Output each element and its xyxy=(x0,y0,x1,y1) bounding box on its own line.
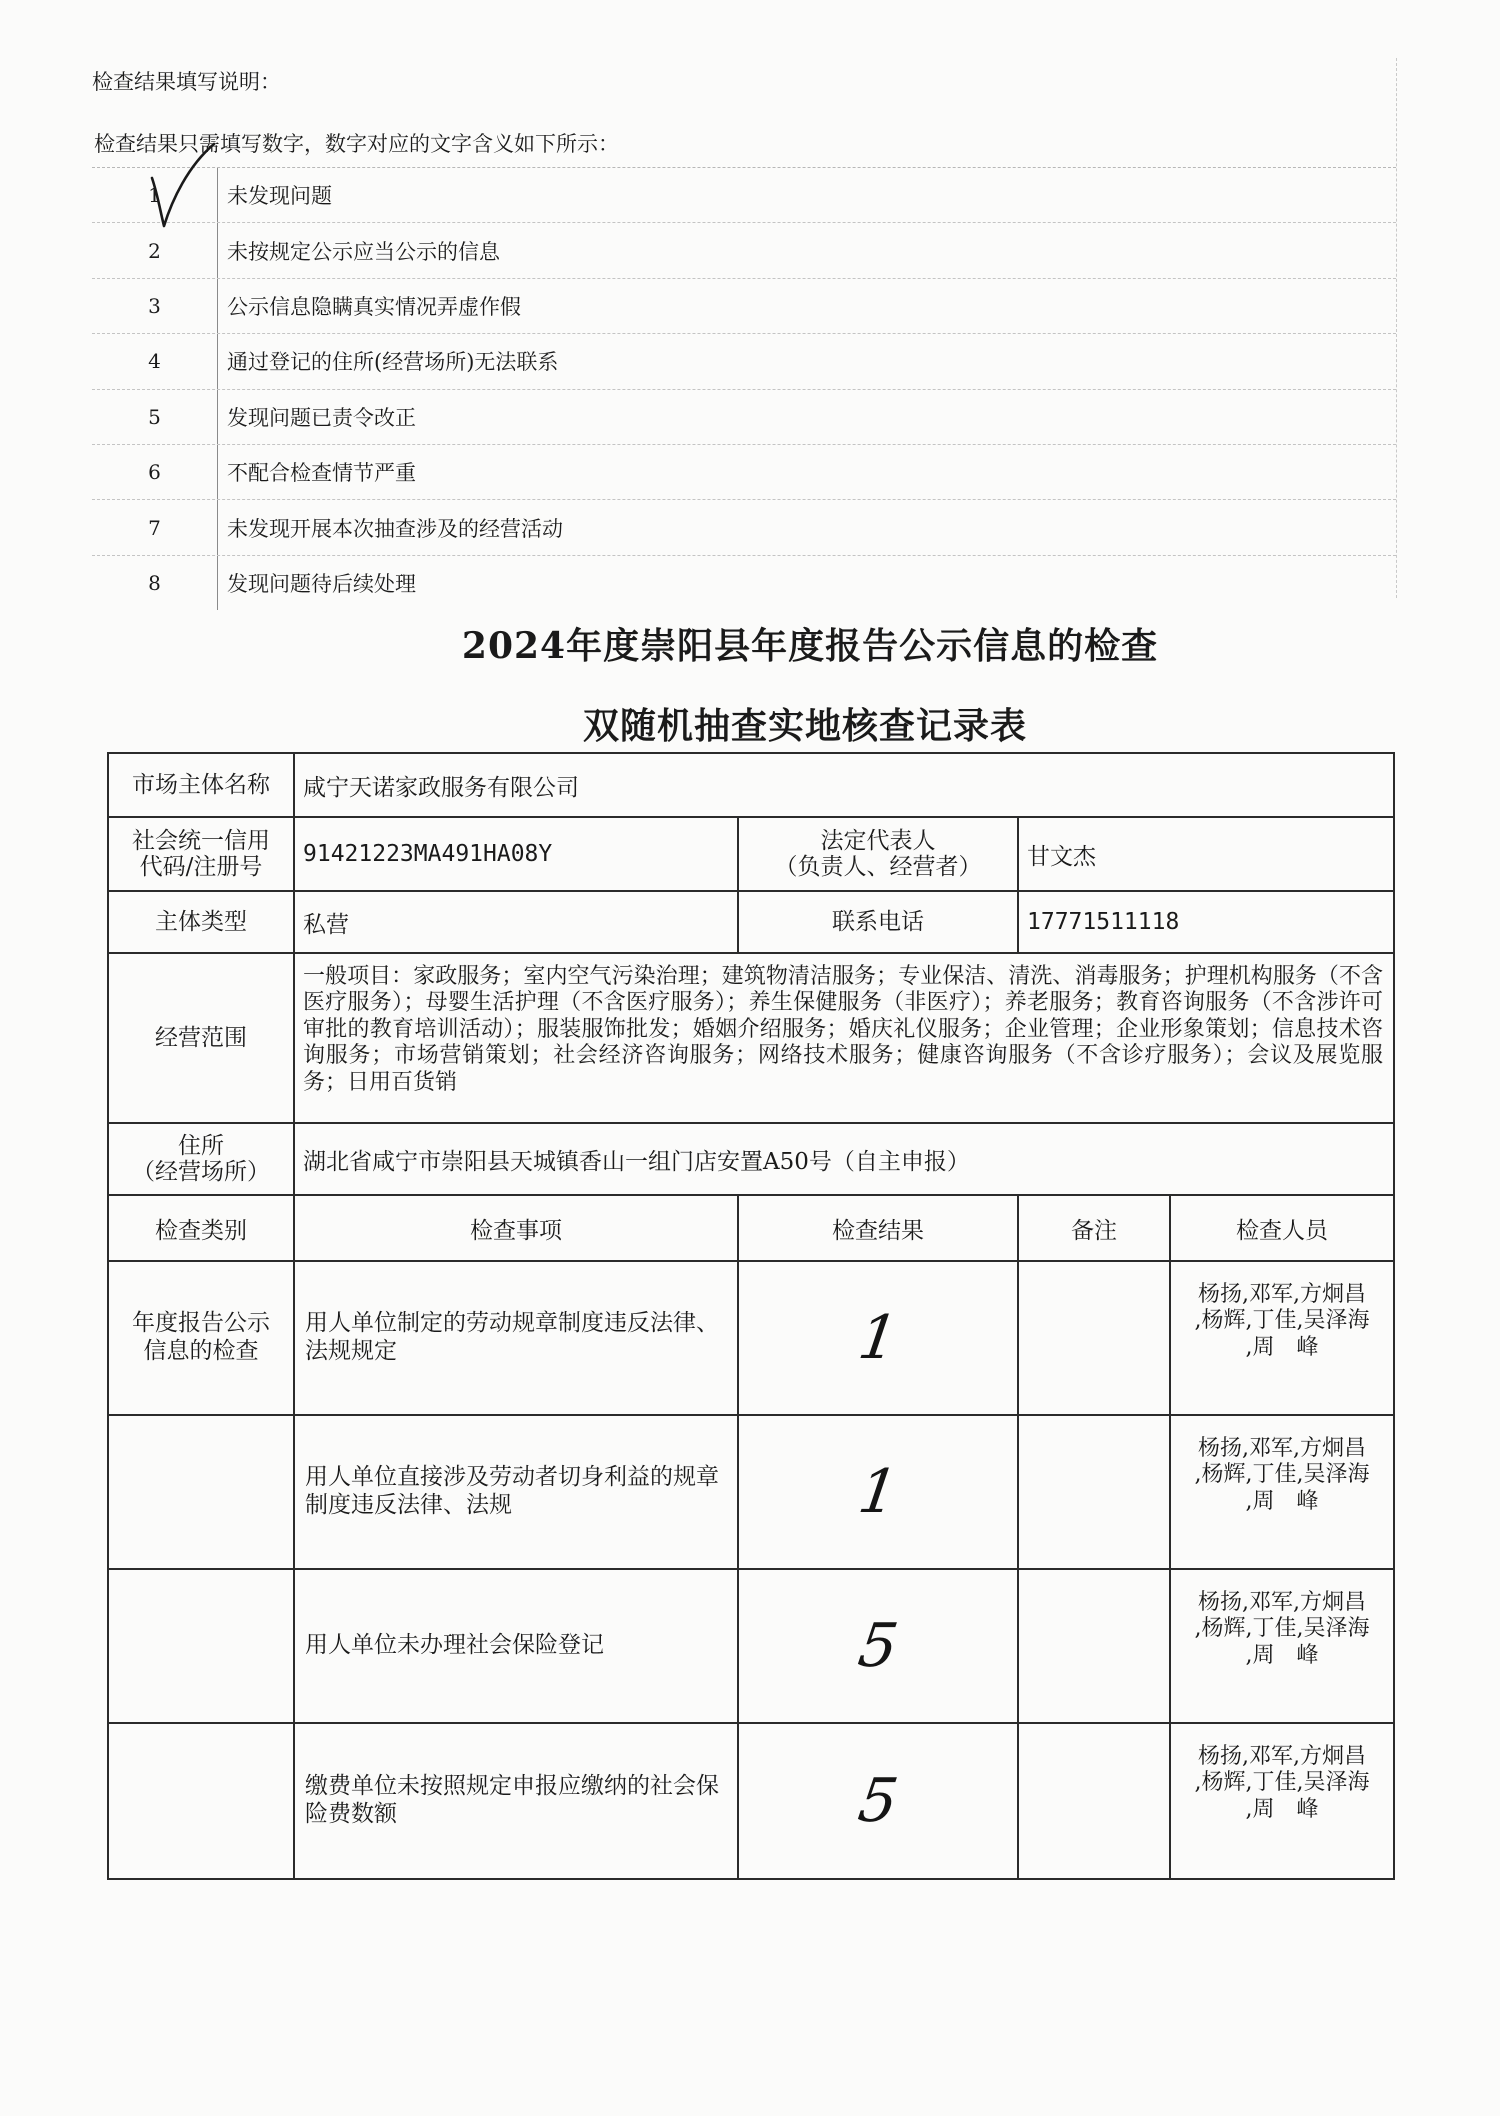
header-result: 检查结果 xyxy=(738,1195,1018,1261)
header-category: 检查类别 xyxy=(108,1195,294,1261)
legend-code: 5 xyxy=(148,404,161,429)
legal-rep-label-line2: （负责人、经营者） xyxy=(774,854,982,880)
instructions-heading: 检查结果填写说明： xyxy=(92,70,281,94)
legend-row xyxy=(92,390,1396,445)
inspectors-line2: ,杨辉,丁佳,吴泽海 xyxy=(1194,1462,1370,1488)
business-scope-value: 一般项目：家政服务；室内空气污染治理；建筑物清洁服务；专业保洁、清洗、消毒服务；护理机构服务（不含医疗服务）；母婴生活护理（不含医疗服务）；养生保健服务（非医疗）；养老服务；教育咨询服务（不含涉许可审批的教育培训活动）；服装服饰批发；婚姻介绍服务；婚庆礼仪服务；企业管理；企业形象策划；信息技术咨询服务；市场营销策划；社会经济咨询服务；网络技术服务；健康咨询服务（不含诊疗服务）；会议及展览服务；日用百货销 xyxy=(294,953,1394,1123)
check-result xyxy=(738,1569,1018,1723)
legend-row xyxy=(92,500,1396,555)
credit-code-row xyxy=(108,817,1394,891)
check-result xyxy=(738,1415,1018,1569)
entity-type-row xyxy=(108,891,1394,953)
entity-name-label: 市场主体名称 xyxy=(108,753,294,817)
check-inspectors xyxy=(1170,1723,1394,1879)
entity-type-value: 私营 xyxy=(294,891,738,953)
legend-row xyxy=(92,556,1396,610)
legend-divider xyxy=(217,390,218,444)
inspectors-line1: 杨扬,邓军,方炯昌 xyxy=(1198,1282,1366,1307)
instructions-subheading: 检查结果只需填写数字，数字对应的文字含义如下所示： xyxy=(94,132,619,156)
legend-meaning: 公示信息隐瞒真实情况弄虚作假 xyxy=(227,294,521,319)
entity-name-row xyxy=(108,753,1394,817)
legend-code: 2 xyxy=(148,238,161,263)
check-remark xyxy=(1018,1415,1170,1569)
legend-row xyxy=(92,279,1396,334)
check-result xyxy=(738,1723,1018,1879)
legend-row xyxy=(92,445,1396,500)
entity-name-value: 咸宁天诺家政服务有限公司 xyxy=(294,753,1394,817)
business-scope-row xyxy=(108,953,1394,1123)
document-title: 2024年度崇阳县年度报告公示信息的检查 xyxy=(461,625,1159,667)
address-label-line1: 住所 xyxy=(178,1132,224,1159)
inspectors-line1: 杨扬,邓军,方炯昌 xyxy=(1198,1744,1366,1769)
legend-meaning: 未发现问题 xyxy=(227,184,332,209)
check-inspectors xyxy=(1170,1415,1394,1569)
inspectors-line1: 杨扬,邓军,方炯昌 xyxy=(1198,1590,1366,1615)
handwritten-result: 5 xyxy=(853,1611,903,1681)
legend-row xyxy=(92,168,1396,223)
legend-divider xyxy=(217,500,218,554)
check-category-empty xyxy=(108,1723,294,1879)
legend-code: 3 xyxy=(148,293,161,318)
legend-meaning: 通过登记的住所(经营场所)无法联系 xyxy=(227,350,559,375)
document-subtitle: 双随机抽查实地核查记录表 xyxy=(582,705,1027,747)
check-row xyxy=(108,1569,1394,1723)
entity-type-label: 主体类型 xyxy=(108,891,294,953)
check-item: 缴费单位未按照规定申报应缴纳的社会保险费数额 xyxy=(294,1723,738,1879)
check-inspectors xyxy=(1170,1569,1394,1723)
legend-code: 1 xyxy=(148,183,161,208)
inspectors-line3: ,周 峰 xyxy=(1245,1642,1319,1668)
legend-meaning: 不配合检查情节严重 xyxy=(227,461,416,486)
check-row xyxy=(108,1261,1394,1415)
legend-row xyxy=(92,334,1396,389)
check-inspectors xyxy=(1170,1261,1394,1415)
handwritten-check-mark-icon xyxy=(148,138,218,233)
check-category xyxy=(108,1261,294,1415)
header-item: 检查事项 xyxy=(294,1195,738,1261)
inspectors-line2: ,杨辉,丁佳,吴泽海 xyxy=(1194,1770,1370,1796)
credit-code-label xyxy=(108,817,294,891)
address-value: 湖北省咸宁市崇阳县天城镇香山一组门店安置A50号（自主申报） xyxy=(294,1123,1394,1195)
inspectors-line3: ,周 峰 xyxy=(1245,1796,1319,1822)
legend-meaning: 发现问题已责令改正 xyxy=(227,405,416,430)
legend-row xyxy=(92,223,1396,278)
inspectors-line3: ,周 峰 xyxy=(1245,1488,1319,1514)
header-remark: 备注 xyxy=(1018,1195,1170,1261)
check-item: 用人单位直接涉及劳动者切身利益的规章制度违反法律、法规 xyxy=(294,1415,738,1569)
inspectors-line2: ,杨辉,丁佳,吴泽海 xyxy=(1194,1308,1370,1334)
check-row xyxy=(108,1415,1394,1569)
check-remark xyxy=(1018,1261,1170,1415)
legend-divider xyxy=(217,445,218,499)
handwritten-result: 5 xyxy=(853,1766,903,1836)
phone-value: 17771511118 xyxy=(1018,891,1394,953)
inspectors-line2: ,杨辉,丁佳,吴泽海 xyxy=(1194,1616,1370,1642)
check-row xyxy=(108,1723,1394,1879)
result-code-legend xyxy=(92,167,1396,610)
check-header-row xyxy=(108,1195,1394,1261)
business-scope-label: 经营范围 xyxy=(108,953,294,1123)
legal-rep-label xyxy=(738,817,1018,891)
check-category-line2: 信息的检查 xyxy=(143,1337,259,1364)
check-remark xyxy=(1018,1569,1170,1723)
inspectors-line1: 杨扬,邓军,方炯昌 xyxy=(1198,1436,1366,1461)
header-inspectors: 检查人员 xyxy=(1170,1195,1394,1261)
legend-code: 8 xyxy=(148,570,161,595)
legend-divider xyxy=(217,556,218,610)
legend-code: 7 xyxy=(148,515,161,540)
legal-rep-value: 甘文杰 xyxy=(1018,817,1394,891)
legend-divider xyxy=(217,334,218,388)
phone-label: 联系电话 xyxy=(738,891,1018,953)
legend-right-border xyxy=(1396,58,1397,598)
legend-meaning: 未按规定公示应当公示的信息 xyxy=(227,239,500,264)
credit-code-label-line1: 社会统一信用 xyxy=(132,827,270,854)
legend-code: 4 xyxy=(148,349,161,374)
check-remark xyxy=(1018,1723,1170,1879)
inspectors-line3: ,周 峰 xyxy=(1245,1334,1319,1360)
legend-code: 6 xyxy=(148,460,161,485)
address-label xyxy=(108,1123,294,1195)
check-result xyxy=(738,1261,1018,1415)
legal-rep-label-line1: 法定代表人 xyxy=(820,827,936,854)
check-item: 用人单位未办理社会保险登记 xyxy=(294,1569,738,1723)
legend-meaning: 发现问题待后续处理 xyxy=(227,571,416,596)
check-category-line1: 年度报告公示 xyxy=(132,1310,270,1336)
credit-code-value: 91421223MA491HA08Y xyxy=(294,817,738,891)
address-row xyxy=(108,1123,1394,1195)
handwritten-result: 1 xyxy=(853,1457,903,1527)
check-category-empty xyxy=(108,1569,294,1723)
check-category-empty xyxy=(108,1415,294,1569)
credit-code-label-line2: 代码/注册号 xyxy=(139,854,263,880)
legend-divider xyxy=(217,279,218,333)
inspection-record-table xyxy=(107,752,1395,1880)
address-label-line2: （经营场所） xyxy=(132,1159,270,1185)
legend-meaning: 未发现开展本次抽查涉及的经营活动 xyxy=(227,516,563,541)
handwritten-result: 1 xyxy=(853,1303,903,1373)
check-item: 用人单位制定的劳动规章制度违反法律、法规规定 xyxy=(294,1261,738,1415)
